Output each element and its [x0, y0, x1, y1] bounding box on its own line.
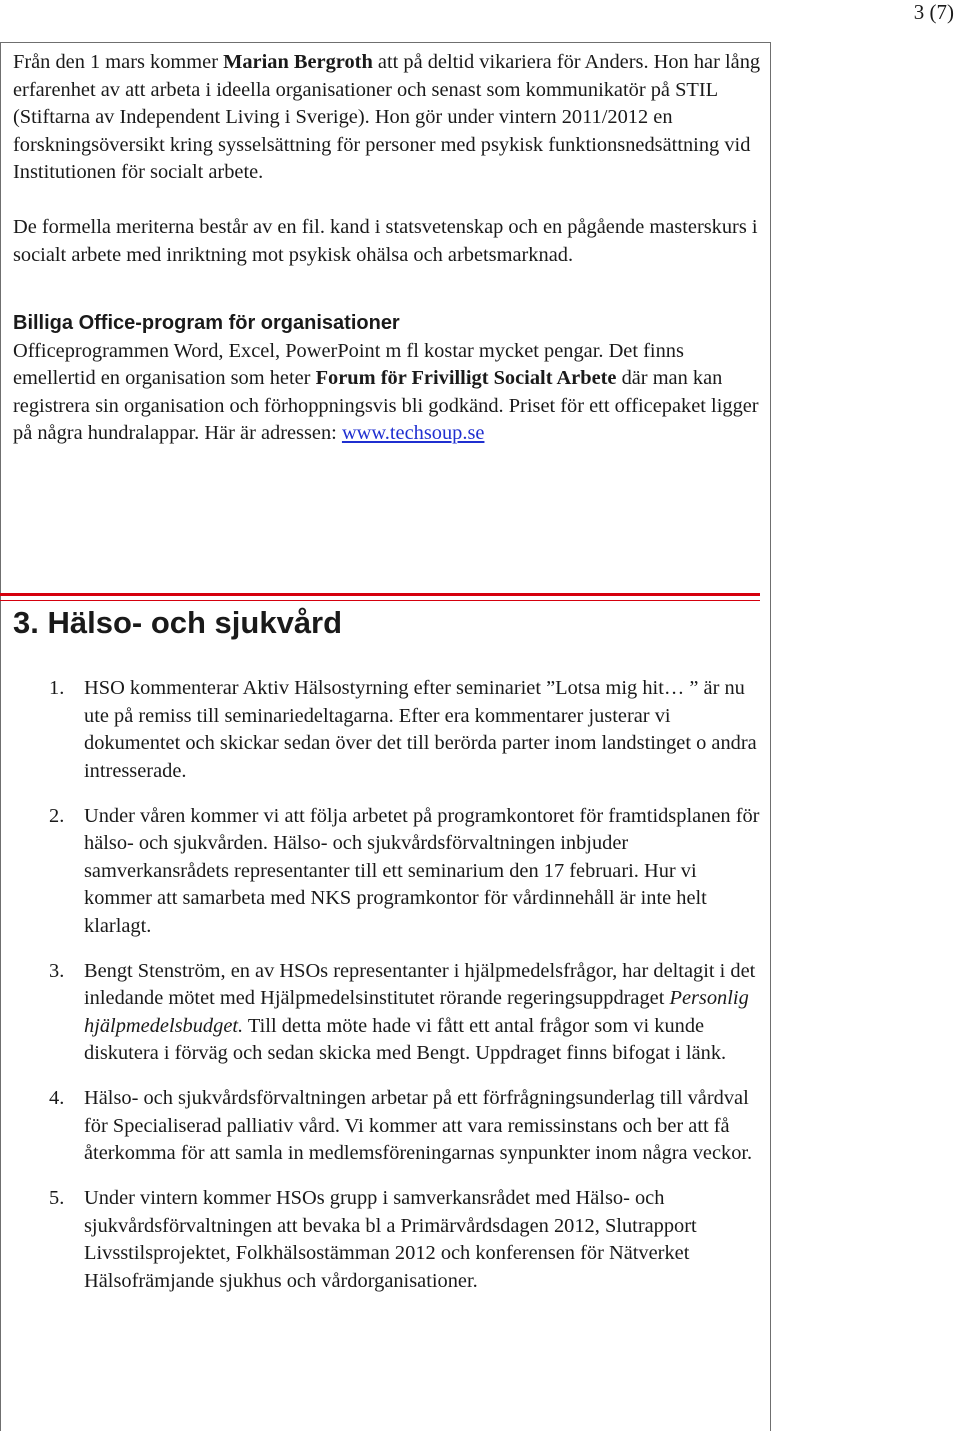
frame-right-border — [770, 42, 771, 1431]
list-item-number: 2. — [49, 804, 65, 827]
person-name: Marian Bergroth — [223, 51, 373, 73]
list-item-text: Under vintern kommer HSOs grupp i samverkansrådet med Hälso- och sjukvårdsförvaltningen att bevaka bl a Primärvårdsdagen 2012, Slutrapport Livsstilsprojektet, Folkhälsostämman 2012 och konferensen för Nätverket Hälsofrämjande sjukhus och vårdorganisationer. — [84, 1187, 697, 1292]
list-item-text: Under våren kommer vi att följa arbetet på programkontoret för framtidsplanen för hälso- och sjukvården. Hälso- och sjukvårdsförvaltningen inbjuder samverkansrådets representanter till ett seminarium den 17 februari. Hur vi kommer att samarbeta med NKS programkontor för vårdinnehåll är inte helt klarlagt. — [84, 804, 760, 937]
office-heading: Billiga Office-program för organisationer — [13, 312, 400, 334]
list-item-text: HSO kommenterar Aktiv Hälsostyrning efter seminariet ”Lotsa mig hit… ” är nu ute på remiss till seminariedeltagarna. Efter era kommentarer justerar vi dokumentet och skickar sedan över det till berörda parter inom landstinget o andra intresserade. — [84, 677, 757, 782]
list-item-number: 5. — [49, 1187, 65, 1209]
office-text-start: Officeprogrammen Word, Excel, PowerPoint m fl kostar mycket pengar. Det finns emellertid en organisation som heter — [13, 339, 684, 389]
list-item — [13, 1085, 765, 1168]
list-item — [13, 958, 765, 1068]
list-item — [13, 803, 765, 941]
organisation-name: Forum för Frivilligt Socialt Arbete — [315, 367, 617, 389]
budget-title: Personlig hjälpmedelsbudget. — [84, 987, 749, 1037]
list-item-text: Hälso- och sjukvårdsförvaltningen arbetar på ett förfrågningsunderlag till vårdval för Specialiserad palliativ vård. Vi kommer att vara remissinstans och ber att få återkomma för att samla in medlemsföreningarnas synpunkter inom några veckor. — [84, 1087, 753, 1164]
section-rule-thick — [0, 593, 760, 596]
office-text-rest: där man kan registrera sin organisation och förhoppningsvis bli godkänd. Priset för ett officepaket ligger på några hundralappar. Här är adressen: — [13, 367, 759, 444]
frame-top-border — [0, 42, 771, 43]
page-number: 3 (7) — [913, 0, 954, 24]
office-paragraph — [13, 338, 765, 448]
list-item-text-rest: Till detta möte hade vi fått ett antal frågor som vi kunde diskutera i förväg och sedan skicka med Bengt. Uppdraget finns bifogat i länk. — [84, 1014, 727, 1064]
newsletter-content — [13, 49, 765, 448]
list-item-number: 1. — [49, 677, 65, 699]
list-item — [13, 1185, 765, 1295]
section-title: 3. Hälso- och sjukvård — [13, 605, 343, 640]
health-care-list — [13, 675, 765, 1313]
intro-paragraph — [13, 49, 765, 187]
list-item — [13, 675, 765, 785]
list-item-number: 3. — [49, 959, 65, 982]
techsoup-link[interactable]: www.techsoup.se — [341, 422, 485, 444]
frame-left-border — [0, 42, 1, 1431]
list-item-text-start: Bengt Stenström, en av HSOs representanter i hjälpmedelsfrågor, har deltagit i det inledande mötet med Hjälpmedelsinstitutet rörande regeringsuppdraget — [84, 959, 756, 1009]
intro-text-rest: att på deltid vikariera för Anders. Hon har lång erfarenhet av att arbeta i ideella organisationer och senast som kommunikatör på STIL (Stiftarna av Independent Living i Sverige). Hon gör under vintern 2011/2012 en forskningsöversikt kring sysselsättning för personer med psykisk funktionsnedsättning vid Institutionen för socialt arbete. — [13, 51, 761, 183]
section-rule-thin — [0, 600, 760, 601]
intro-text-start: Från den 1 mars kommer — [13, 51, 224, 73]
merits-paragraph: De formella meriterna består av en fil. kand i statsvetenskap och en pågående masterskurs i socialt arbete med inriktning mot psykisk ohälsa och arbetsmarknad. — [13, 216, 758, 266]
list-item-number: 4. — [49, 1087, 65, 1109]
